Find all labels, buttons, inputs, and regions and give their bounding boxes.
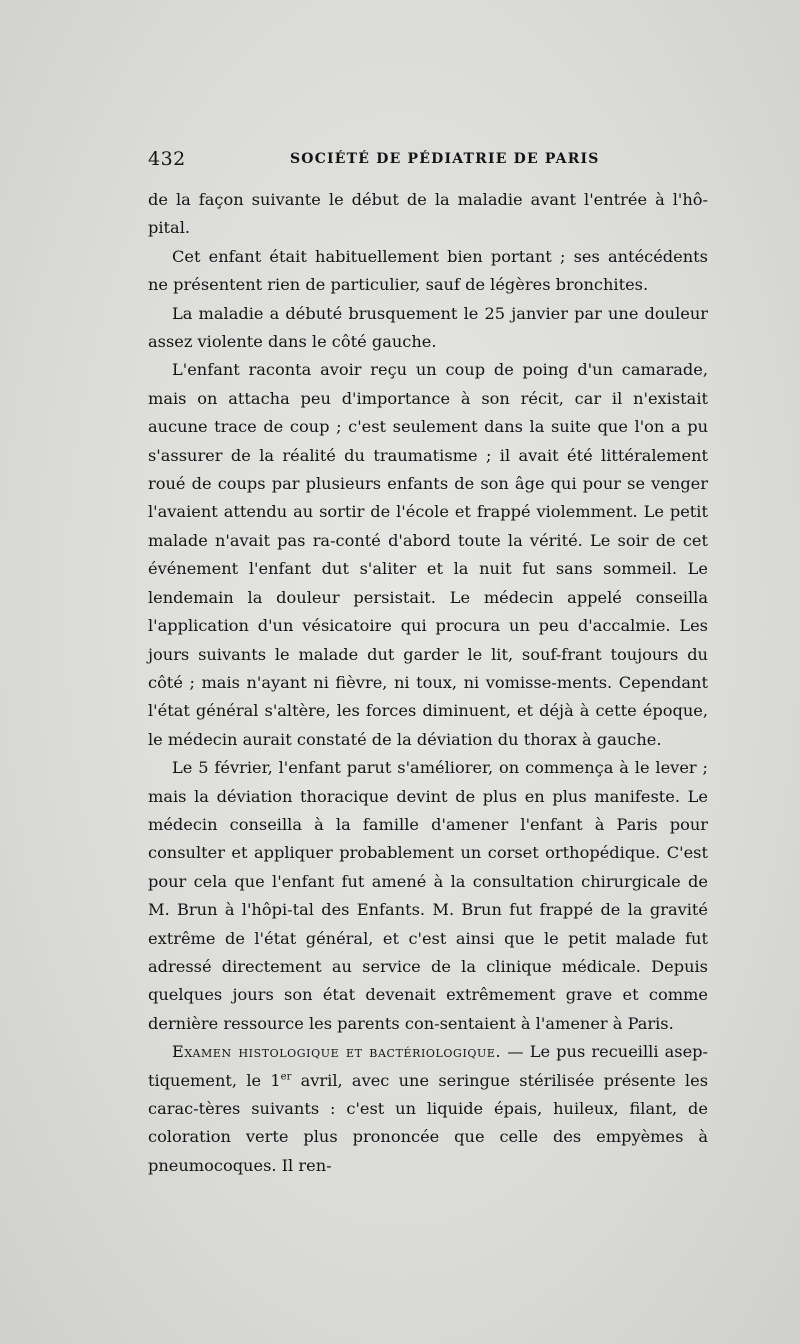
paragraph-2: Cet enfant était habituellement bien portant ; ses antécédents ne présentent rien de particulier, sauf de légères bronchites. (148, 246, 708, 295)
paragraph-4: L'enfant raconta avoir reçu un coup de poing d'un camarade, mais on attacha peu d'importance à son récit, car il n'existait aucune trace de coup ; c'est seulement dans la suite que l'on a pu s'assurer de la réalité du traumatisme ; il avait été littéralement roué de coups par plusieurs enfants de son âge qui pour se venger l'avaient attendu au sortir de l'école et frappé violemment. Le petit malade n'avait pas ra-conté d'abord toute la vérité. Le soir de cet événement l'enfant dut s'aliter et la nuit fut sans sommeil. Le lendemain la douleur persistait. Le médecin appelé conseilla l'application d'un vésicatoire qui procura un peu d'accalmie. Les jours suivants le malade dut garder le lit, souf-frant toujours du côté ; mais n'ayant ni fièvre, ni toux, ni vomisse-ments. Cependant l'état général s'altère, les forces diminuent, et déjà à cette époque, le médecin aurait constaté de la déviation du thorax à gauche. (148, 360, 708, 749)
paragraph-1: de la façon suivante le début de la maladie avant l'entrée à l'hô-pital. (148, 190, 708, 238)
page-number: 432 (148, 148, 186, 170)
paragraph-6-text-b: avril, avec une seringue stérilisée présente les carac-tères suivants : c'est un liquide épais, huileux, filant, de coloration verte plus prononcée que celle des empyèmes à pneumocoques. Il ren- (148, 1070, 708, 1175)
body-text (148, 186, 708, 1180)
paragraph-6 (148, 1038, 708, 1180)
paragraph-5: Le 5 février, l'enfant parut s'améliorer, on commença à le lever ; mais la déviation thoracique devint de plus en plus manifeste. Le médecin conseilla à la famille d'amener l'enfant à Paris pour consulter et appliquer probablement un corset orthopédique. C'est pour cela que l'enfant fut amené à la consultation chirurgicale de M. Brun à l'hôpi-tal des Enfants. M. Brun fut frappé de la gravité extrême de l'état général, et c'est ainsi que le petit malade fut adressé directement au service de la clinique médicale. Depuis quelques jours son état devenait extrêmement grave et comme dernière ressource les parents con-sentaient à l'amener à Paris. (148, 758, 708, 1033)
ordinal-superscript: er (280, 1071, 292, 1083)
section-heading: Examen histologique et bactériologique. (172, 1042, 502, 1062)
em-dash: — (501, 1042, 530, 1062)
paragraph-6-text-a: Le pus recueilli asep-tiquement, le 1 (148, 1042, 708, 1090)
paragraph-3: La maladie a débuté brusquement le 25 janvier par une douleur assez violente dans le côté gauche. (148, 303, 708, 352)
running-title: SOCIÉTÉ DE PÉDIATRIE DE PARIS (290, 151, 600, 167)
page-header (148, 148, 708, 176)
